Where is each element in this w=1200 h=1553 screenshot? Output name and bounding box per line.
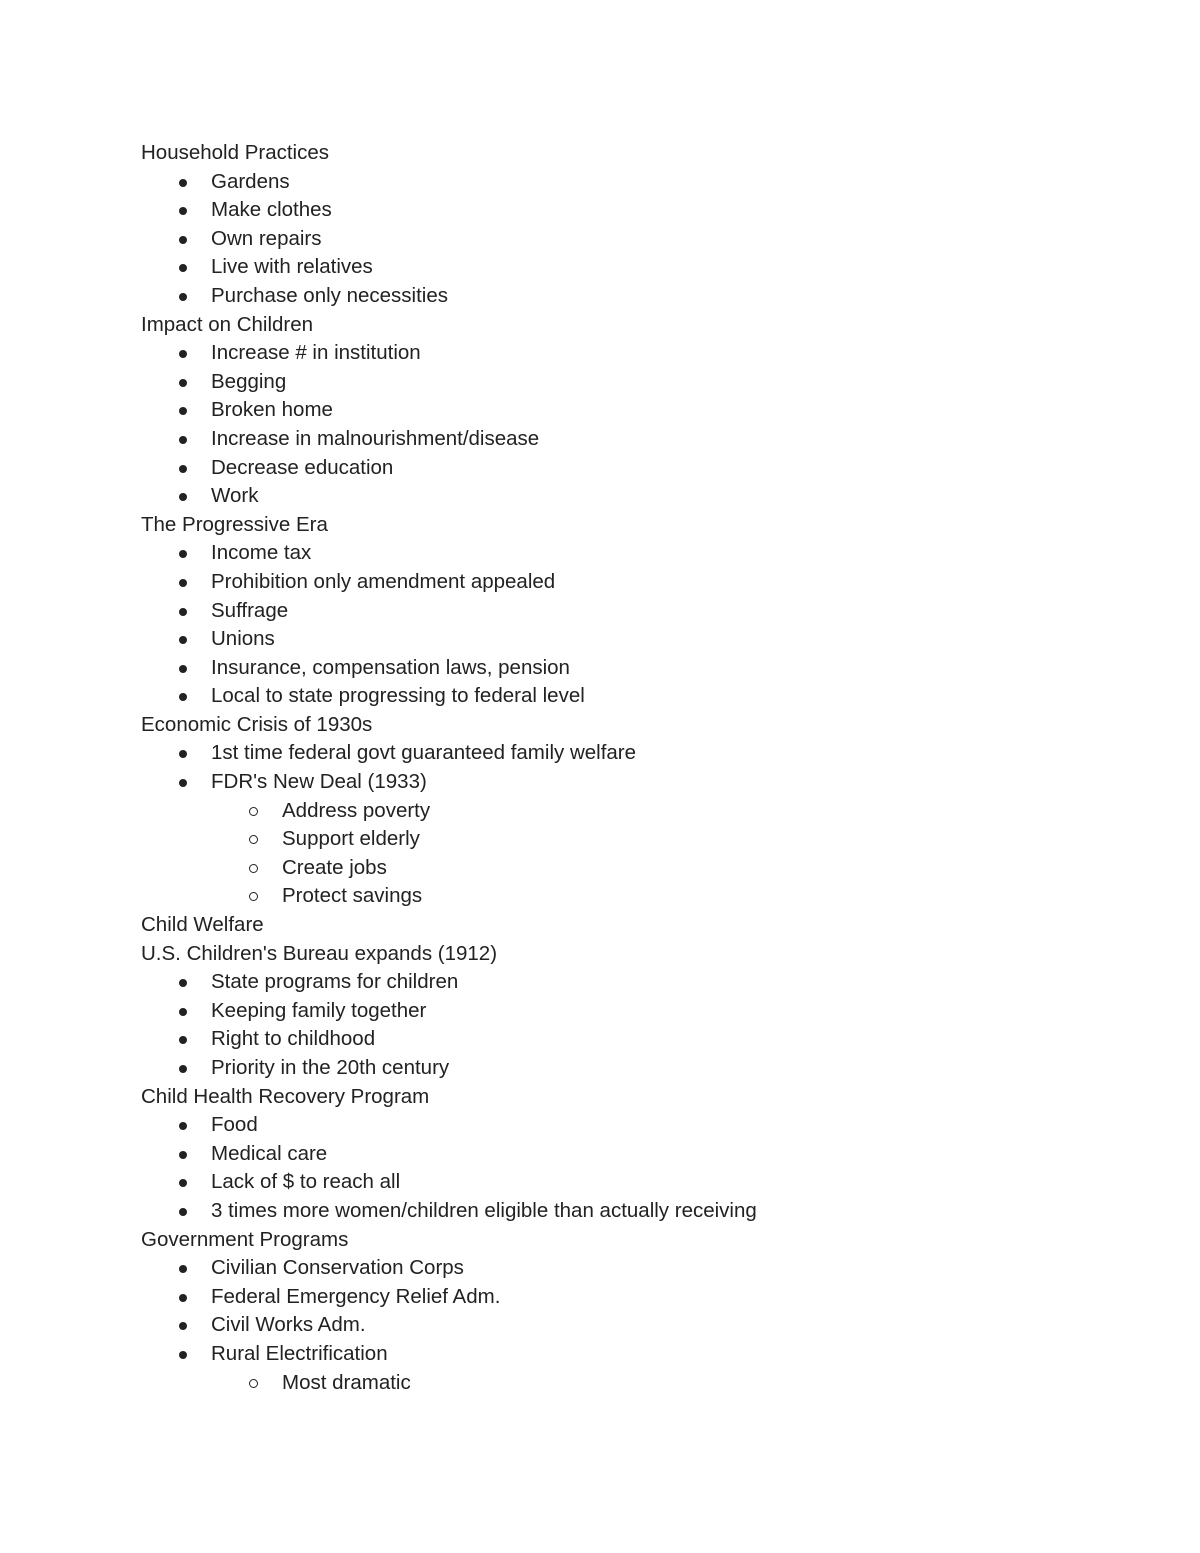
- line-text: Unions: [211, 627, 275, 651]
- filled-bullet-icon: [179, 1265, 187, 1273]
- filled-bullet-icon: [179, 379, 187, 387]
- line-text: Government Programs: [141, 1227, 349, 1251]
- line-text: Suffrage: [211, 598, 289, 622]
- filled-bullet-icon: [179, 665, 187, 673]
- filled-bullet-icon: [179, 979, 187, 987]
- filled-bullet-icon: [179, 550, 187, 558]
- bullet-item: [141, 396, 1101, 425]
- hollow-bullet-icon: [249, 864, 258, 873]
- filled-bullet-icon: [179, 1322, 187, 1330]
- line-text: Local to state progressing to federal level: [211, 684, 585, 708]
- sub-bullet-item: [141, 882, 1101, 911]
- line-text: Create jobs: [282, 855, 387, 879]
- line-text: Increase in malnourishment/disease: [211, 426, 540, 450]
- bullet-item: [141, 1054, 1101, 1083]
- filled-bullet-icon: [179, 207, 187, 215]
- line-text: Purchase only necessities: [211, 283, 449, 307]
- filled-bullet-icon: [179, 1151, 187, 1159]
- bullet-item: [141, 654, 1101, 683]
- line-text: Priority in the 20th century: [211, 1056, 450, 1079]
- line-text: Keeping family together: [211, 998, 427, 1022]
- line-text: Civilian Conservation Corps: [211, 1256, 464, 1280]
- section-heading: [141, 911, 1101, 940]
- filled-bullet-icon: [179, 693, 187, 701]
- section-heading: [141, 511, 1101, 540]
- bullet-item: [141, 568, 1101, 597]
- hollow-bullet-icon: [249, 835, 258, 844]
- line-text: Support elderly: [282, 827, 420, 851]
- hollow-bullet-icon: [249, 892, 258, 901]
- bullet-item: [141, 282, 1101, 311]
- line-text: State programs for children: [211, 970, 459, 994]
- bullet-item: [141, 625, 1101, 654]
- section-heading: [141, 1226, 1101, 1255]
- bullet-item: [141, 1254, 1101, 1283]
- bullet-item: [141, 196, 1101, 225]
- section-heading: [141, 711, 1101, 740]
- bullet-item: [141, 968, 1101, 997]
- filled-bullet-icon: [179, 1294, 187, 1302]
- line-text: Impact on Children: [141, 312, 314, 336]
- line-text: Broken home: [211, 398, 333, 422]
- filled-bullet-icon: [179, 608, 187, 616]
- bullet-item: [141, 739, 1101, 768]
- filled-bullet-icon: [179, 1208, 187, 1216]
- line-text: Household Practices: [141, 141, 330, 164]
- line-text: FDR's New Deal (1933): [211, 770, 427, 794]
- line-text: Medical care: [211, 1141, 328, 1165]
- bullet-item: [141, 1168, 1101, 1197]
- line-text: Protect savings: [282, 884, 423, 908]
- bullet-item: [141, 253, 1101, 282]
- line-text: Insurance, compensation laws, pension: [211, 655, 570, 679]
- bullet-item: [141, 482, 1101, 511]
- bullet-item: [141, 339, 1101, 368]
- hollow-bullet-icon: [249, 807, 258, 816]
- hollow-bullet-icon: [249, 1379, 258, 1388]
- sub-bullet-item: [141, 1369, 1101, 1398]
- filled-bullet-icon: [179, 1351, 187, 1359]
- filled-bullet-icon: [179, 1008, 187, 1016]
- line-text: Right to childhood: [211, 1027, 376, 1051]
- line-text: Most dramatic: [282, 1370, 411, 1394]
- filled-bullet-icon: [179, 179, 187, 187]
- bullet-item: [141, 539, 1101, 568]
- line-text: Economic Crisis of 1930s: [141, 712, 373, 736]
- bullet-item: [141, 997, 1101, 1026]
- bullet-item: [141, 1283, 1101, 1312]
- line-text: Decrease education: [211, 455, 394, 479]
- bullet-item: [141, 1111, 1101, 1140]
- bullet-item: [141, 425, 1101, 454]
- bullet-item: [141, 682, 1101, 711]
- filled-bullet-icon: [179, 236, 187, 244]
- line-text: Lack of $ to reach all: [211, 1170, 401, 1194]
- filled-bullet-icon: [179, 1122, 187, 1130]
- bullet-item: [141, 225, 1101, 254]
- filled-bullet-icon: [179, 1036, 187, 1044]
- filled-bullet-icon: [179, 465, 187, 473]
- sub-bullet-item: [141, 797, 1101, 826]
- line-text: Prohibition only amendment appealed: [211, 569, 556, 593]
- line-text: Work: [211, 484, 259, 508]
- section-heading: [141, 1083, 1101, 1112]
- line-text: The Progressive Era: [141, 512, 328, 536]
- line-text: Begging: [211, 369, 287, 393]
- line-text: Own repairs: [211, 226, 322, 250]
- line-text: U.S. Children's Bureau expands (1912): [141, 941, 498, 965]
- line-text: Address poverty: [282, 798, 431, 822]
- filled-bullet-icon: [179, 579, 187, 587]
- bullet-item: [141, 168, 1101, 197]
- filled-bullet-icon: [179, 407, 187, 415]
- section-heading: [141, 139, 1101, 168]
- bullet-item: [141, 1197, 1101, 1226]
- filled-bullet-icon: [179, 350, 187, 358]
- sub-bullet-item: [141, 825, 1101, 854]
- filled-bullet-icon: [179, 1179, 187, 1187]
- line-text: Child Health Recovery Program: [141, 1084, 430, 1108]
- line-text: Child Welfare: [141, 913, 264, 937]
- bullet-item: [141, 768, 1101, 797]
- line-text: Civil Works Adm.: [211, 1313, 366, 1337]
- filled-bullet-icon: [179, 750, 187, 758]
- sub-bullet-item: [141, 854, 1101, 883]
- line-text: Rural Electrification: [211, 1341, 388, 1365]
- bullet-item: [141, 597, 1101, 626]
- line-text: Increase # in institution: [211, 341, 421, 365]
- section-heading: [141, 940, 1101, 969]
- filled-bullet-icon: [179, 1065, 187, 1073]
- line-text: Federal Emergency Relief Adm.: [211, 1284, 501, 1308]
- bullet-item: [141, 1311, 1101, 1340]
- line-text: 1st time federal govt guaranteed family welfare: [211, 741, 637, 765]
- filled-bullet-icon: [179, 293, 187, 301]
- bullet-item: [141, 1340, 1101, 1369]
- document-body: [141, 139, 1101, 1397]
- filled-bullet-icon: [179, 636, 187, 644]
- bullet-item: [141, 368, 1101, 397]
- bullet-item: [141, 454, 1101, 483]
- section-heading: [141, 311, 1101, 340]
- filled-bullet-icon: [179, 779, 187, 787]
- filled-bullet-icon: [179, 436, 187, 444]
- bullet-item: [141, 1025, 1101, 1054]
- line-text: Make clothes: [211, 198, 332, 222]
- line-text: 3 times more women/children eligible than actually receiving: [211, 1198, 757, 1222]
- line-text: Food: [211, 1113, 258, 1137]
- filled-bullet-icon: [179, 264, 187, 272]
- line-text: Gardens: [211, 169, 290, 193]
- bullet-item: [141, 1140, 1101, 1169]
- line-text: Income tax: [211, 541, 312, 565]
- filled-bullet-icon: [179, 493, 187, 501]
- line-text: Live with relatives: [211, 255, 373, 279]
